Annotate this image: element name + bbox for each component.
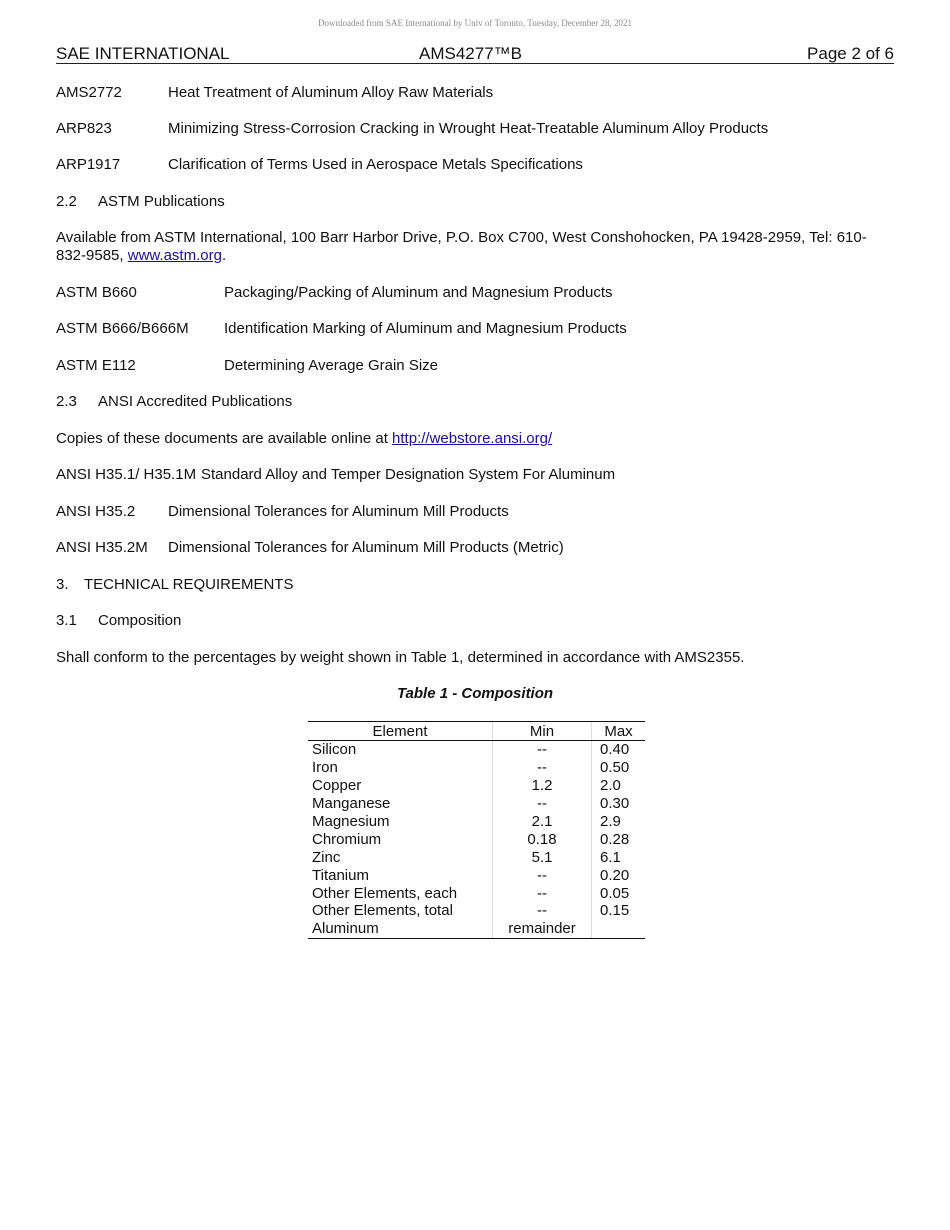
element-cell: Iron <box>312 759 338 777</box>
section-number: 2.3 <box>56 393 77 410</box>
ansi-webstore-link[interactable]: http://webstore.ansi.org/ <box>392 430 553 447</box>
element-cell: Chromium <box>312 830 382 848</box>
download-watermark: Downloaded from SAE International by Univ of Toronto, Tuesday, December 28, 2021 <box>317 18 633 28</box>
min-cell: 5.1 <box>493 848 592 866</box>
header-rule <box>56 63 894 64</box>
ref-code: ASTM E112 <box>56 357 136 374</box>
min-cell: -- <box>493 795 592 813</box>
ref-title: Determining Average Grain Size <box>224 357 438 374</box>
table-row <box>308 902 645 920</box>
ansi-availability-text: Copies of these documents are available online at <box>56 430 388 447</box>
min-cell: -- <box>493 902 592 920</box>
column-header: Min <box>493 722 592 741</box>
ref-title: Dimensional Tolerances for Aluminum Mill Products <box>168 503 509 520</box>
min-cell: 1.2 <box>493 777 592 795</box>
max-cell <box>592 920 646 938</box>
element-cell: Other Elements, total <box>312 902 453 920</box>
element-cell: Zinc <box>312 848 341 866</box>
min-cell: -- <box>493 884 592 902</box>
astm-period: . <box>221 247 227 264</box>
composition-paragraph: Shall conform to the percentages by weight shown in Table 1, determined in accordance with AMS2355. <box>56 649 745 666</box>
table-row <box>308 866 645 884</box>
ansi-availability-paragraph <box>56 430 552 448</box>
table-row <box>308 813 645 831</box>
composition-table <box>308 721 645 939</box>
column-header: Element <box>308 722 493 741</box>
column-header: Max <box>592 722 646 741</box>
max-cell: 2.0 <box>592 777 646 795</box>
ref-code: AMS2772 <box>56 84 122 101</box>
max-cell: 0.28 <box>592 830 646 848</box>
section-heading: ASTM Publications <box>98 193 225 210</box>
ref-code: ARP823 <box>56 120 112 137</box>
ref-title: Identification Marking of Aluminum and Magnesium Products <box>224 320 627 337</box>
table-caption: Table 1 - Composition <box>396 685 554 702</box>
header-page-number: Page 2 of 6 <box>807 44 894 63</box>
element-cell: Other Elements, each <box>312 884 458 902</box>
section-number: 3.1 <box>56 612 77 629</box>
element-cell: Silicon <box>312 741 357 759</box>
element-cell: Magnesium <box>312 813 390 830</box>
min-cell: -- <box>493 759 592 777</box>
header-org: SAE INTERNATIONAL <box>56 44 230 63</box>
ref-title: Standard Alloy and Temper Designation System For Aluminum <box>201 466 616 483</box>
max-cell: 0.50 <box>592 759 646 777</box>
element-cell: Copper <box>312 777 362 795</box>
ref-title: Clarification of Terms Used in Aerospace Metals Specifications <box>168 156 583 173</box>
section-heading: ANSI Accredited Publications <box>98 393 293 410</box>
min-cell: -- <box>493 741 592 759</box>
section-number: 3. <box>56 576 69 593</box>
table-row <box>308 759 645 777</box>
element-cell: Aluminum <box>308 920 493 938</box>
ref-code: ARP1917 <box>56 156 121 173</box>
max-cell: 0.40 <box>592 741 646 759</box>
section-number: 2.2 <box>56 193 77 210</box>
table-row <box>308 795 645 813</box>
ref-code: ASTM B660 <box>56 284 137 301</box>
max-cell: 2.9 <box>592 813 646 831</box>
table-row <box>308 884 645 902</box>
section-heading: Composition <box>98 612 182 629</box>
element-cell: Manganese <box>312 795 391 813</box>
max-cell: 6.1 <box>592 848 646 866</box>
max-cell: 0.20 <box>592 866 646 884</box>
table-row <box>308 848 645 866</box>
astm-website-link[interactable]: www.astm.org <box>127 247 222 264</box>
element-cell: Titanium <box>312 866 369 884</box>
astm-availability-text: Available from ASTM International, 100 Barr Harbor Drive, P.O. Box C700, West Conshohocken, PA 19428-2959, Tel: 610-832-9585, <box>56 229 867 264</box>
table-row <box>308 830 645 848</box>
min-cell: -- <box>493 866 592 884</box>
header-doc-number: AMS4277™B <box>419 44 522 63</box>
ref-title: Dimensional Tolerances for Aluminum Mill Products (Metric) <box>168 539 564 556</box>
min-cell: 0.18 <box>493 830 592 848</box>
section-heading: TECHNICAL REQUIREMENTS <box>84 576 294 593</box>
max-cell: 0.30 <box>592 795 646 813</box>
table-header-row <box>308 722 645 741</box>
ref-code: ANSI H35.2M <box>56 539 148 556</box>
ref-code: ANSI H35.2 <box>56 503 136 520</box>
max-cell: 0.15 <box>592 902 646 920</box>
table-row <box>308 741 645 759</box>
max-cell: 0.05 <box>592 884 646 902</box>
ref-code: ANSI H35.1/ H35.1M <box>56 466 197 483</box>
ref-code: ASTM B666/B666M <box>56 320 189 337</box>
ref-title: Heat Treatment of Aluminum Alloy Raw Materials <box>168 84 494 101</box>
table-row <box>308 777 645 795</box>
min-cell: remainder <box>493 920 592 938</box>
min-cell: 2.1 <box>493 813 592 831</box>
astm-availability-paragraph <box>56 229 896 265</box>
ref-title: Packaging/Packing of Aluminum and Magnesium Products <box>224 284 613 301</box>
ref-title: Minimizing Stress-Corrosion Cracking in Wrought Heat-Treatable Aluminum Alloy Products <box>168 120 769 137</box>
table-row <box>308 920 645 938</box>
